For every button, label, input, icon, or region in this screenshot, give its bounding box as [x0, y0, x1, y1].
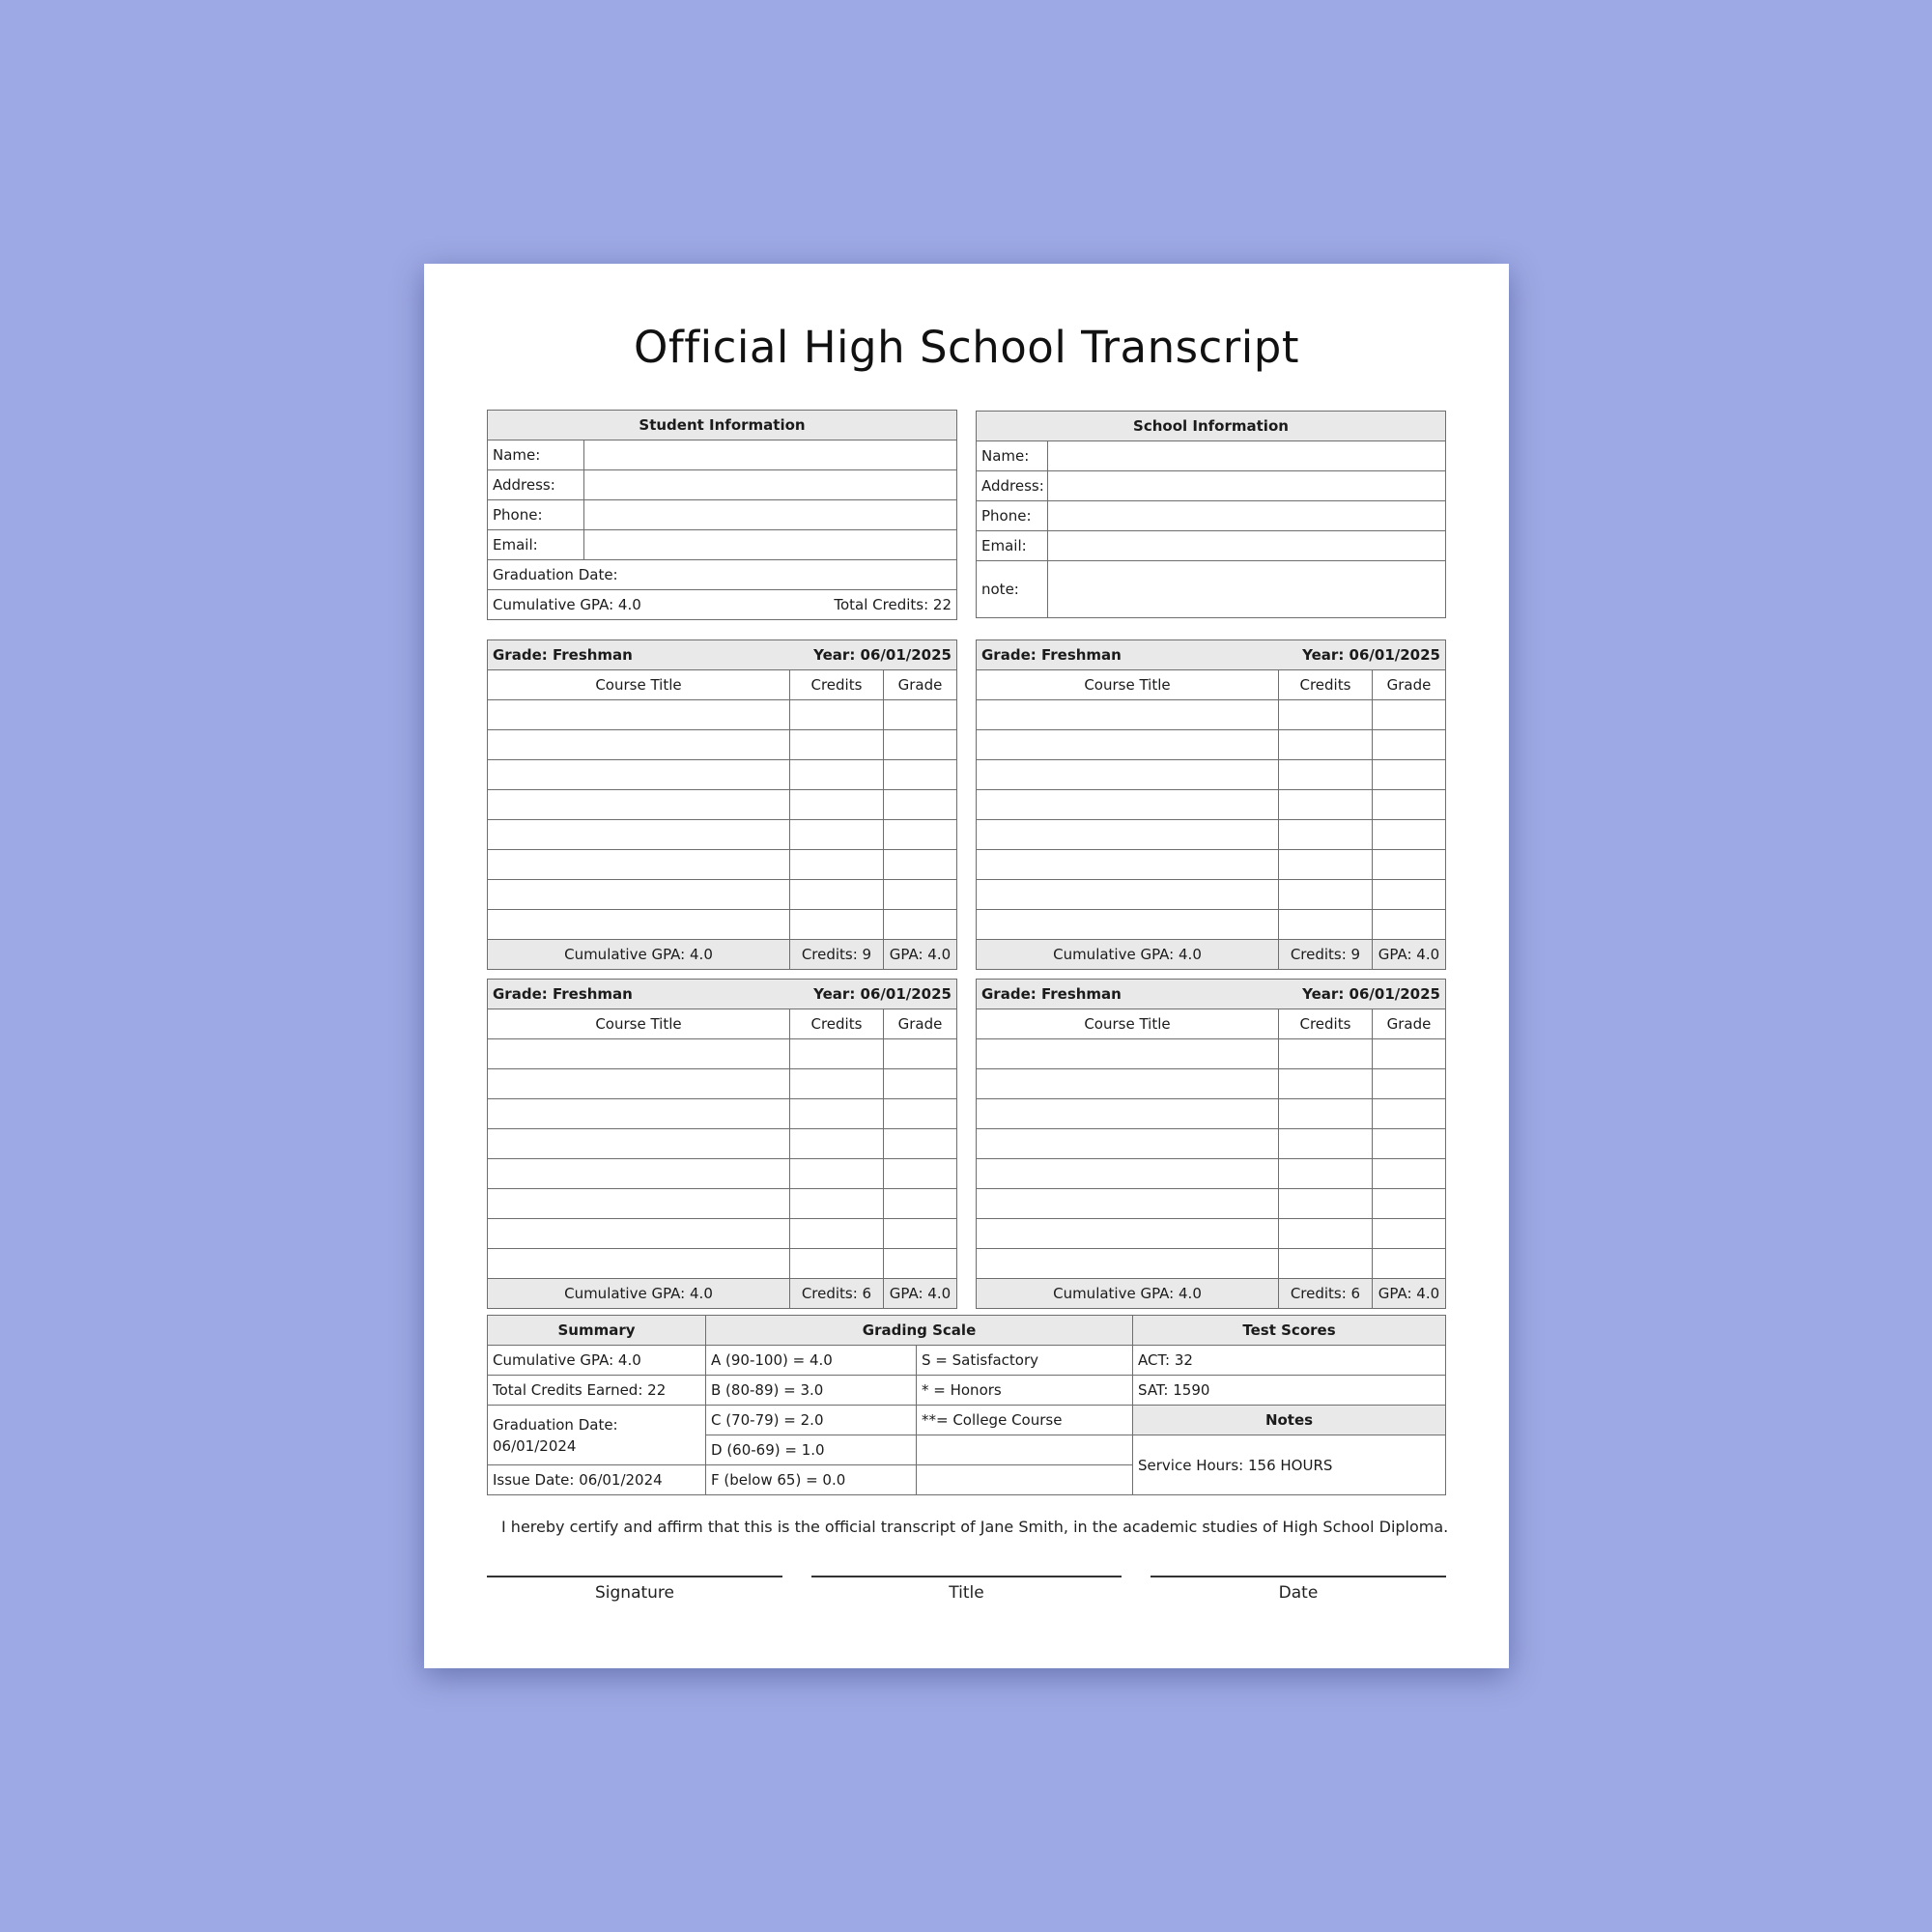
grade-gpa: GPA: 4.0	[1372, 940, 1445, 970]
course-title-cell[interactable]	[488, 1189, 790, 1219]
course-title-cell[interactable]	[488, 700, 790, 730]
school-note-label: note:	[977, 561, 1048, 618]
student-graduation-date[interactable]: Graduation Date:	[488, 560, 957, 590]
course-credits-cell[interactable]	[789, 820, 883, 850]
grade-year: Year: 06/01/2025	[1302, 985, 1440, 1003]
course-grade-cell[interactable]	[883, 1219, 956, 1249]
grade-credits-total: Credits: 6	[1278, 1279, 1372, 1309]
student-email-field[interactable]	[584, 530, 957, 560]
school-info-header: School Information	[977, 412, 1446, 441]
course-title-cell[interactable]	[977, 1189, 1279, 1219]
student-name-field[interactable]	[584, 440, 957, 470]
school-address-label: Address:	[977, 471, 1048, 501]
course-row	[977, 760, 1446, 790]
grade-level: Grade: Freshman	[493, 646, 633, 664]
course-row	[488, 1099, 957, 1129]
course-grade-cell[interactable]	[883, 700, 956, 730]
course-credits-cell[interactable]	[1278, 1159, 1372, 1189]
certification-statement: I hereby certify and affirm that this is the official transcript of Jane Smith, in the academic studies of High School Diploma.	[501, 1518, 1449, 1536]
course-grade-cell[interactable]	[883, 790, 956, 820]
course-title-cell[interactable]	[977, 1219, 1279, 1249]
course-row	[977, 1069, 1446, 1099]
grade-header-cell: Grade	[1372, 670, 1445, 700]
course-row	[488, 1039, 957, 1069]
title-line[interactable]	[811, 1576, 1122, 1577]
course-credits-cell[interactable]	[789, 910, 883, 940]
course-credits-cell[interactable]	[789, 1099, 883, 1129]
course-credits-cell[interactable]	[789, 850, 883, 880]
date-line[interactable]	[1151, 1576, 1446, 1577]
title-label: Title	[949, 1583, 984, 1603]
course-grade-cell[interactable]	[1372, 1129, 1445, 1159]
course-grade-cell[interactable]	[883, 1069, 956, 1099]
course-grade-cell[interactable]	[1372, 760, 1445, 790]
course-row	[977, 790, 1446, 820]
course-row	[488, 850, 957, 880]
student-gpa-credits-row	[488, 590, 957, 620]
course-title-cell[interactable]	[977, 820, 1279, 850]
credits-header: Credits	[789, 670, 883, 700]
grade-header-cell: Grade	[883, 670, 956, 700]
course-row	[488, 910, 957, 940]
course-title-header: Course Title	[488, 670, 790, 700]
scale-honors: * = Honors	[917, 1376, 1133, 1406]
grade-header-cell: Grade	[1372, 1009, 1445, 1039]
course-credits-cell[interactable]	[1278, 820, 1372, 850]
course-credits-cell[interactable]	[789, 730, 883, 760]
course-title-header: Course Title	[977, 1009, 1279, 1039]
course-row	[977, 820, 1446, 850]
course-credits-cell[interactable]	[1278, 910, 1372, 940]
course-credits-cell[interactable]	[789, 700, 883, 730]
student-phone-field[interactable]	[584, 500, 957, 530]
school-email-label: Email:	[977, 531, 1048, 561]
course-title-cell[interactable]	[977, 910, 1279, 940]
grade-level: Grade: Freshman	[981, 985, 1122, 1003]
course-row	[977, 1219, 1446, 1249]
course-row	[488, 1069, 957, 1099]
course-credits-cell[interactable]	[789, 790, 883, 820]
course-row	[488, 1129, 957, 1159]
grade-cumulative-gpa: Cumulative GPA: 4.0	[488, 940, 790, 970]
student-name-label: Name:	[488, 440, 584, 470]
course-row	[977, 1249, 1446, 1279]
course-credits-cell[interactable]	[1278, 1069, 1372, 1099]
course-title-cell[interactable]	[488, 1219, 790, 1249]
course-row	[977, 1039, 1446, 1069]
summary-graduation	[488, 1406, 706, 1465]
grade-credits-total: Credits: 9	[789, 940, 883, 970]
student-info-table	[487, 410, 957, 620]
course-title-cell[interactable]	[488, 1249, 790, 1279]
course-row	[488, 790, 957, 820]
date-label: Date	[1278, 1583, 1319, 1603]
test-scores-header: Test Scores	[1133, 1316, 1446, 1346]
summary-graduation-label: Graduation Date:	[493, 1415, 618, 1434]
course-grade-cell[interactable]	[1372, 1219, 1445, 1249]
student-info-header: Student Information	[488, 411, 957, 440]
course-grade-cell[interactable]	[883, 1249, 956, 1279]
course-credits-cell[interactable]	[1278, 1189, 1372, 1219]
scale-b: B (80-89) = 3.0	[706, 1376, 917, 1406]
summary-cumulative-gpa: Cumulative GPA: 4.0	[488, 1346, 706, 1376]
course-row	[488, 820, 957, 850]
course-credits-cell[interactable]	[789, 1189, 883, 1219]
school-info-table	[976, 411, 1446, 618]
course-row	[488, 1219, 957, 1249]
course-grade-cell[interactable]	[883, 1129, 956, 1159]
course-title-cell[interactable]	[977, 790, 1279, 820]
grade-header	[977, 980, 1446, 1009]
grade-gpa: GPA: 4.0	[883, 940, 956, 970]
course-row	[977, 1189, 1446, 1219]
course-grade-cell[interactable]	[883, 850, 956, 880]
course-credits-cell[interactable]	[789, 1159, 883, 1189]
course-title-cell[interactable]	[488, 1099, 790, 1129]
grade-table-4	[976, 979, 1446, 1309]
student-address-field[interactable]	[584, 470, 957, 500]
scale-d: D (60-69) = 1.0	[706, 1435, 917, 1465]
course-credits-cell[interactable]	[789, 1219, 883, 1249]
test-act: ACT: 32	[1133, 1346, 1446, 1376]
course-title-cell[interactable]	[488, 1129, 790, 1159]
credits-header: Credits	[1278, 670, 1372, 700]
page-title: Official High School Transcript	[633, 322, 1300, 373]
course-grade-cell[interactable]	[1372, 820, 1445, 850]
course-grade-cell[interactable]	[883, 820, 956, 850]
course-grade-cell[interactable]	[1372, 730, 1445, 760]
school-phone-field[interactable]	[1048, 501, 1446, 531]
grade-header	[977, 640, 1446, 670]
course-grade-cell[interactable]	[883, 1159, 956, 1189]
course-grade-cell[interactable]	[883, 880, 956, 910]
course-credits-cell[interactable]	[1278, 1129, 1372, 1159]
course-credits-cell[interactable]	[1278, 1219, 1372, 1249]
student-phone-label: Phone:	[488, 500, 584, 530]
grade-level: Grade: Freshman	[493, 985, 633, 1003]
signature-line[interactable]	[487, 1576, 782, 1577]
course-title-cell[interactable]	[488, 880, 790, 910]
grade-table-2	[976, 639, 1446, 970]
course-grade-cell[interactable]	[1372, 700, 1445, 730]
course-row	[488, 1159, 957, 1189]
student-email-label: Email:	[488, 530, 584, 560]
course-title-cell[interactable]	[977, 850, 1279, 880]
scale-c: C (70-79) = 2.0	[706, 1406, 917, 1435]
course-grade-cell[interactable]	[1372, 1189, 1445, 1219]
course-row	[977, 700, 1446, 730]
course-credits-cell[interactable]	[1278, 790, 1372, 820]
grade-gpa: GPA: 4.0	[1372, 1279, 1445, 1309]
course-title-cell[interactable]	[977, 760, 1279, 790]
course-title-cell[interactable]	[488, 1069, 790, 1099]
course-row	[977, 1099, 1446, 1129]
course-row	[488, 880, 957, 910]
school-name-field[interactable]	[1048, 441, 1446, 471]
grade-year: Year: 06/01/2025	[813, 985, 952, 1003]
course-title-cell[interactable]	[977, 1159, 1279, 1189]
course-title-header: Course Title	[488, 1009, 790, 1039]
course-grade-cell[interactable]	[1372, 1159, 1445, 1189]
scale-f: F (below 65) = 0.0	[706, 1465, 917, 1495]
course-grade-cell[interactable]	[883, 730, 956, 760]
signature-label: Signature	[594, 1583, 674, 1603]
course-credits-cell[interactable]	[789, 1069, 883, 1099]
grade-table-1	[487, 639, 957, 970]
course-credits-cell[interactable]	[1278, 850, 1372, 880]
grade-cumulative-gpa: Cumulative GPA: 4.0	[488, 1279, 790, 1309]
course-row	[977, 730, 1446, 760]
course-title-cell[interactable]	[488, 760, 790, 790]
course-credits-cell[interactable]	[1278, 1099, 1372, 1129]
course-title-cell[interactable]	[488, 850, 790, 880]
school-phone-label: Phone:	[977, 501, 1048, 531]
course-credits-cell[interactable]	[1278, 880, 1372, 910]
course-row	[488, 730, 957, 760]
course-title-header: Course Title	[977, 670, 1279, 700]
grade-year: Year: 06/01/2025	[1302, 646, 1440, 664]
grade-header-cell: Grade	[883, 1009, 956, 1039]
summary-header: Summary	[488, 1316, 706, 1346]
scale-empty-2	[917, 1465, 1133, 1495]
course-credits-cell[interactable]	[789, 1129, 883, 1159]
credits-header: Credits	[789, 1009, 883, 1039]
course-credits-cell[interactable]	[1278, 700, 1372, 730]
credits-header: Credits	[1278, 1009, 1372, 1039]
course-credits-cell[interactable]	[1278, 1039, 1372, 1069]
grade-header	[488, 980, 957, 1009]
school-address-field[interactable]	[1048, 471, 1446, 501]
course-row	[488, 1249, 957, 1279]
course-title-cell[interactable]	[488, 730, 790, 760]
summary-total-credits: Total Credits Earned: 22	[488, 1376, 706, 1406]
course-grade-cell[interactable]	[1372, 1099, 1445, 1129]
transcript-page	[424, 264, 1509, 1668]
scale-empty-1	[917, 1435, 1133, 1465]
grade-credits-total: Credits: 6	[789, 1279, 883, 1309]
notes-service-hours: Service Hours: 156 HOURS	[1133, 1435, 1446, 1495]
course-grade-cell[interactable]	[1372, 910, 1445, 940]
course-grade-cell[interactable]	[883, 910, 956, 940]
grade-cumulative-gpa: Cumulative GPA: 4.0	[977, 1279, 1279, 1309]
course-title-cell[interactable]	[488, 1159, 790, 1189]
grade-credits-total: Credits: 9	[1278, 940, 1372, 970]
grade-gpa: GPA: 4.0	[883, 1279, 956, 1309]
notes-header: Notes	[1133, 1406, 1446, 1435]
course-title-cell[interactable]	[488, 910, 790, 940]
course-title-cell[interactable]	[977, 1069, 1279, 1099]
scale-a: A (90-100) = 4.0	[706, 1346, 917, 1376]
scale-college: **= College Course	[917, 1406, 1133, 1435]
summary-graduation-date: 06/01/2024	[493, 1436, 577, 1455]
course-credits-cell[interactable]	[1278, 730, 1372, 760]
course-row	[977, 910, 1446, 940]
course-credits-cell[interactable]	[1278, 760, 1372, 790]
school-name-label: Name:	[977, 441, 1048, 471]
school-note-field[interactable]	[1048, 561, 1446, 618]
scale-s: S = Satisfactory	[917, 1346, 1133, 1376]
test-sat: SAT: 1590	[1133, 1376, 1446, 1406]
course-grade-cell[interactable]	[883, 1099, 956, 1129]
course-row	[977, 1159, 1446, 1189]
course-title-cell[interactable]	[488, 1039, 790, 1069]
course-title-cell[interactable]	[488, 790, 790, 820]
course-grade-cell[interactable]	[1372, 850, 1445, 880]
course-grade-cell[interactable]	[1372, 1249, 1445, 1279]
grade-cumulative-gpa: Cumulative GPA: 4.0	[977, 940, 1279, 970]
course-title-cell[interactable]	[977, 1039, 1279, 1069]
course-row	[488, 1189, 957, 1219]
course-credits-cell[interactable]	[1278, 1249, 1372, 1279]
grade-year: Year: 06/01/2025	[813, 646, 952, 664]
summary-issue-date: Issue Date: 06/01/2024	[488, 1465, 706, 1495]
course-title-cell[interactable]	[488, 820, 790, 850]
grade-header	[488, 640, 957, 670]
course-grade-cell[interactable]	[883, 1189, 956, 1219]
course-row	[977, 1129, 1446, 1159]
course-grade-cell[interactable]	[883, 760, 956, 790]
course-grade-cell[interactable]	[883, 1039, 956, 1069]
course-title-cell[interactable]	[977, 1099, 1279, 1129]
course-grade-cell[interactable]	[1372, 790, 1445, 820]
course-grade-cell[interactable]	[1372, 880, 1445, 910]
course-credits-cell[interactable]	[789, 880, 883, 910]
course-title-cell[interactable]	[977, 1249, 1279, 1279]
grading-scale-header: Grading Scale	[706, 1316, 1133, 1346]
course-grade-cell[interactable]	[1372, 1039, 1445, 1069]
student-total-credits: Total Credits: 22	[834, 596, 952, 613]
course-grade-cell[interactable]	[1372, 1069, 1445, 1099]
grade-level: Grade: Freshman	[981, 646, 1122, 664]
student-address-label: Address:	[488, 470, 584, 500]
course-title-cell[interactable]	[977, 730, 1279, 760]
course-credits-cell[interactable]	[789, 1249, 883, 1279]
course-row	[977, 850, 1446, 880]
school-email-field[interactable]	[1048, 531, 1446, 561]
summary-table	[487, 1315, 1446, 1495]
course-credits-cell[interactable]	[789, 760, 883, 790]
course-title-cell[interactable]	[977, 700, 1279, 730]
course-row	[488, 760, 957, 790]
course-title-cell[interactable]	[977, 1129, 1279, 1159]
student-cumulative-gpa: Cumulative GPA: 4.0	[493, 596, 641, 613]
course-credits-cell[interactable]	[789, 1039, 883, 1069]
course-row	[977, 880, 1446, 910]
grade-table-3	[487, 979, 957, 1309]
course-row	[488, 700, 957, 730]
course-title-cell[interactable]	[977, 880, 1279, 910]
